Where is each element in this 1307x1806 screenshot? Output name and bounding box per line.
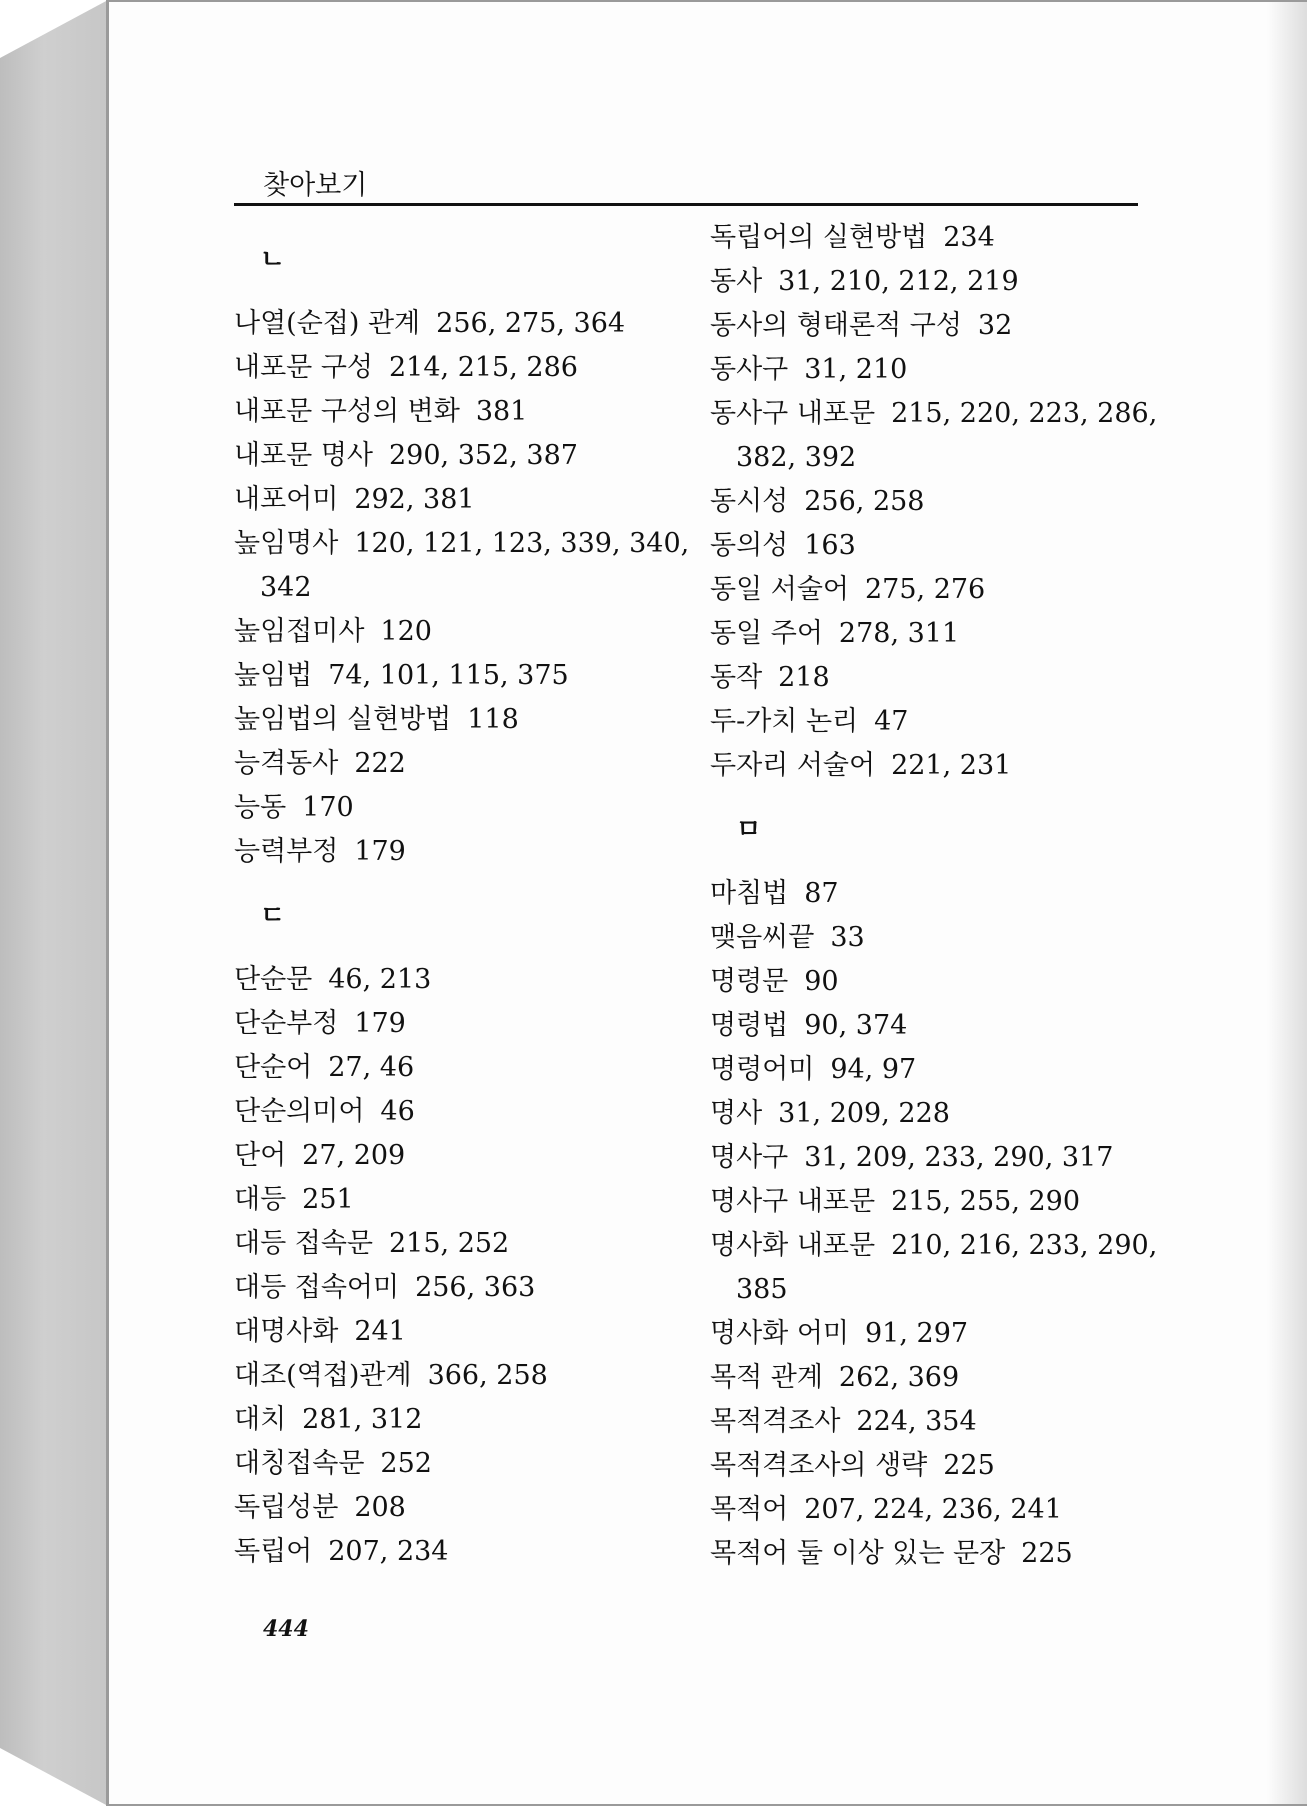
index-term: 명사화 어미 <box>710 1318 849 1349</box>
index-term: 단순부정 <box>234 1008 339 1039</box>
index-term: 명사 <box>710 1098 763 1129</box>
index-term: 내포어미 <box>234 484 339 515</box>
index-page-refs: 278, 311 <box>838 618 960 649</box>
index-section-letter: ㄴ <box>260 245 286 275</box>
index-page-refs: 118 <box>467 704 519 735</box>
index-page-refs: 74, 101, 115, 375 <box>328 660 569 691</box>
index-entry <box>234 654 684 698</box>
index-page-refs: 170 <box>302 792 354 823</box>
index-term: 독립성분 <box>234 1492 339 1523</box>
index-entry <box>710 480 1170 524</box>
index-entry <box>234 610 684 654</box>
index-term: 동의성 <box>710 530 789 561</box>
index-page-refs: 87 <box>804 878 839 909</box>
index-entry <box>710 392 1170 436</box>
index-page-refs: 241 <box>354 1316 406 1347</box>
index-page-refs: 120, 121, 123, 339, 340, <box>354 528 690 559</box>
index-page-refs: 31, 209, 228 <box>778 1098 950 1129</box>
running-head: 찾아보기 <box>263 170 368 201</box>
index-entry <box>234 1486 684 1530</box>
index-entry <box>234 1442 684 1486</box>
index-entry <box>234 1222 684 1266</box>
index-term: 명령법 <box>710 1010 789 1041</box>
index-term: 대등 접속문 <box>234 1228 373 1259</box>
index-term: 목적 관계 <box>710 1362 823 1393</box>
index-page-refs: 225 <box>1021 1538 1073 1569</box>
index-term: 동일 주어 <box>710 618 823 649</box>
index-entry <box>710 304 1170 348</box>
index-term: 목적격조사의 생략 <box>710 1450 928 1481</box>
index-entry <box>710 1488 1170 1532</box>
index-entry <box>710 1136 1170 1180</box>
index-entry <box>710 1444 1170 1488</box>
index-page-refs: 292, 381 <box>354 484 475 515</box>
header-rule <box>234 203 1138 206</box>
index-section-letter: ㅁ <box>736 815 762 845</box>
index-entry <box>710 1092 1170 1136</box>
index-entry-continuation: 385 <box>736 1274 788 1305</box>
index-term: 명사화 내포문 <box>710 1230 876 1261</box>
index-term: 명령문 <box>710 966 789 997</box>
index-term: 독립어 <box>234 1536 313 1567</box>
index-entry <box>710 656 1170 700</box>
index-term: 동시성 <box>710 486 789 517</box>
index-page-refs: 252 <box>380 1448 432 1479</box>
index-entry <box>710 524 1170 568</box>
index-page-refs: 366, 258 <box>427 1360 548 1391</box>
index-term: 내포문 구성의 변화 <box>234 396 460 427</box>
index-entry <box>234 786 684 830</box>
index-page-refs: 207, 234 <box>328 1536 449 1567</box>
index-entry <box>710 348 1170 392</box>
index-term: 목적어 <box>710 1494 789 1525</box>
index-column-right <box>710 216 1170 1576</box>
index-term: 능력부정 <box>234 836 339 867</box>
index-page-refs: 163 <box>804 530 856 561</box>
index-term: 대치 <box>234 1404 287 1435</box>
index-entry <box>234 1002 684 1046</box>
index-page-refs: 290, 352, 387 <box>389 440 578 471</box>
index-term: 단순의미어 <box>234 1096 365 1127</box>
index-page-refs: 381 <box>475 396 528 427</box>
index-entry <box>710 260 1170 304</box>
index-term: 대조(역접)관계 <box>234 1360 412 1391</box>
index-page-refs: 275, 276 <box>865 574 986 605</box>
index-page-refs: 256, 363 <box>415 1272 536 1303</box>
index-entry <box>234 1046 684 1090</box>
index-entry <box>710 872 1170 916</box>
index-page-refs: 31, 210 <box>804 354 908 385</box>
index-term: 명령어미 <box>710 1054 815 1085</box>
index-entry <box>710 612 1170 656</box>
index-entry <box>710 1356 1170 1400</box>
index-entry <box>234 958 684 1002</box>
index-entry <box>710 216 1170 260</box>
index-term: 동사 <box>710 266 763 297</box>
index-term: 나열(순접) 관계 <box>234 308 421 339</box>
index-entry <box>710 568 1170 612</box>
index-term: 동사의 형태론적 구성 <box>710 310 962 341</box>
index-term: 높임법 <box>234 660 313 691</box>
index-term: 대명사화 <box>234 1316 339 1347</box>
index-page-refs: 207, 224, 236, 241 <box>804 1494 1062 1525</box>
index-section-letter: ㄷ <box>260 901 286 931</box>
page-number: 444 <box>263 1616 309 1642</box>
index-page-refs: 46 <box>380 1096 415 1127</box>
index-page-refs: 94, 97 <box>830 1054 917 1085</box>
index-page-refs: 179 <box>354 836 406 867</box>
index-term: 동사구 <box>710 354 789 385</box>
index-term: 목적어 둘 이상 있는 문장 <box>710 1538 1006 1569</box>
index-entry <box>234 1530 684 1574</box>
index-term: 마침법 <box>710 878 789 909</box>
index-term: 높임법의 실현방법 <box>234 704 452 735</box>
index-entry <box>234 1178 684 1222</box>
section-spacer <box>234 874 684 894</box>
index-entry <box>234 302 684 346</box>
index-page-refs: 120 <box>380 616 432 647</box>
index-page-refs: 214, 215, 286 <box>389 352 578 383</box>
index-term: 독립어의 실현방법 <box>710 222 928 253</box>
index-term: 대등 <box>234 1184 287 1215</box>
index-entry <box>234 1266 684 1310</box>
index-term: 두-가치 논리 <box>710 706 859 737</box>
index-entry <box>234 1310 684 1354</box>
index-entry <box>234 830 684 874</box>
index-term: 동작 <box>710 662 763 693</box>
index-page-refs: 210, 216, 233, 290, <box>891 1230 1158 1261</box>
index-entry <box>710 700 1170 744</box>
index-term: 내포문 구성 <box>234 352 373 383</box>
index-entry-continuation: 342 <box>260 572 312 603</box>
index-entry <box>234 742 684 786</box>
index-term: 두자리 서술어 <box>710 750 876 781</box>
index-entry <box>234 1354 684 1398</box>
index-term: 높임접미사 <box>234 616 365 647</box>
index-page-refs: 46, 213 <box>328 964 432 995</box>
index-page-refs: 90 <box>804 966 839 997</box>
index-entry <box>234 390 684 434</box>
index-term: 단어 <box>234 1140 287 1171</box>
index-page-refs: 222 <box>354 748 406 779</box>
index-term: 능격동사 <box>234 748 339 779</box>
index-page-refs: 256, 258 <box>804 486 925 517</box>
index-page-refs: 224, 354 <box>856 1406 977 1437</box>
index-page-refs: 221, 231 <box>891 750 1012 781</box>
index-entry <box>710 1180 1170 1224</box>
index-page-refs: 91, 297 <box>865 1318 969 1349</box>
index-entry <box>710 744 1170 788</box>
index-page-refs: 27, 46 <box>328 1052 415 1083</box>
index-term: 명사구 <box>710 1142 789 1173</box>
index-entry <box>234 1398 684 1442</box>
index-entry <box>710 1224 1170 1268</box>
index-term: 명사구 내포문 <box>710 1186 876 1217</box>
index-page-refs: 31, 209, 233, 290, 317 <box>804 1142 1114 1173</box>
index-page-refs: 208 <box>354 1492 406 1523</box>
index-term: 단순어 <box>234 1052 313 1083</box>
page-top-edge <box>109 0 1307 2</box>
index-term: 동일 서술어 <box>710 574 849 605</box>
index-entry-continuation: 382, 392 <box>736 442 857 473</box>
index-entry <box>710 1004 1170 1048</box>
index-term: 대등 접속어미 <box>234 1272 400 1303</box>
index-page-refs: 215, 255, 290 <box>891 1186 1081 1217</box>
book-spine <box>0 0 110 1806</box>
index-page-refs: 90, 374 <box>804 1010 908 1041</box>
index-term: 대칭접속문 <box>234 1448 365 1479</box>
index-page-refs: 215, 252 <box>389 1228 510 1259</box>
index-term: 맺음씨끝 <box>710 922 815 953</box>
index-term: 단순문 <box>234 964 313 995</box>
index-entry <box>234 1134 684 1178</box>
index-page-refs: 225 <box>943 1450 995 1481</box>
index-term: 동사구 내포문 <box>710 398 876 429</box>
index-page-refs: 218 <box>778 662 830 693</box>
index-page-refs: 31, 210, 212, 219 <box>778 266 1019 297</box>
index-page-refs: 33 <box>830 922 865 953</box>
index-page-refs: 262, 369 <box>838 1362 960 1393</box>
index-entry <box>710 916 1170 960</box>
index-entry <box>234 1090 684 1134</box>
page-edge-shadow <box>1267 0 1307 1806</box>
index-entry <box>234 478 684 522</box>
index-page-refs: 256, 275, 364 <box>436 308 626 339</box>
index-entry <box>710 960 1170 1004</box>
index-entry <box>710 1400 1170 1444</box>
index-page-refs: 281, 312 <box>302 1404 423 1435</box>
index-term: 능동 <box>234 792 287 823</box>
index-page-refs: 251 <box>302 1184 354 1215</box>
index-term: 내포문 명사 <box>234 440 373 471</box>
index-entry <box>234 522 690 566</box>
index-entry <box>710 1532 1170 1576</box>
section-spacer <box>710 788 1170 808</box>
index-page-refs: 32 <box>977 310 1013 341</box>
index-entry <box>234 698 684 742</box>
index-entry <box>710 1312 1170 1356</box>
index-page-refs: 27, 209 <box>302 1140 406 1171</box>
index-term: 높임명사 <box>234 528 339 559</box>
index-page-refs: 179 <box>354 1008 406 1039</box>
index-entry <box>710 1048 1170 1092</box>
index-term: 목적격조사 <box>710 1406 841 1437</box>
index-page-refs: 234 <box>943 222 995 253</box>
index-entry <box>234 434 684 478</box>
index-entry <box>234 346 684 390</box>
index-column-left <box>234 238 690 1574</box>
index-page-refs: 215, 220, 223, 286, <box>891 398 1158 429</box>
index-page-refs: 47 <box>874 706 909 737</box>
